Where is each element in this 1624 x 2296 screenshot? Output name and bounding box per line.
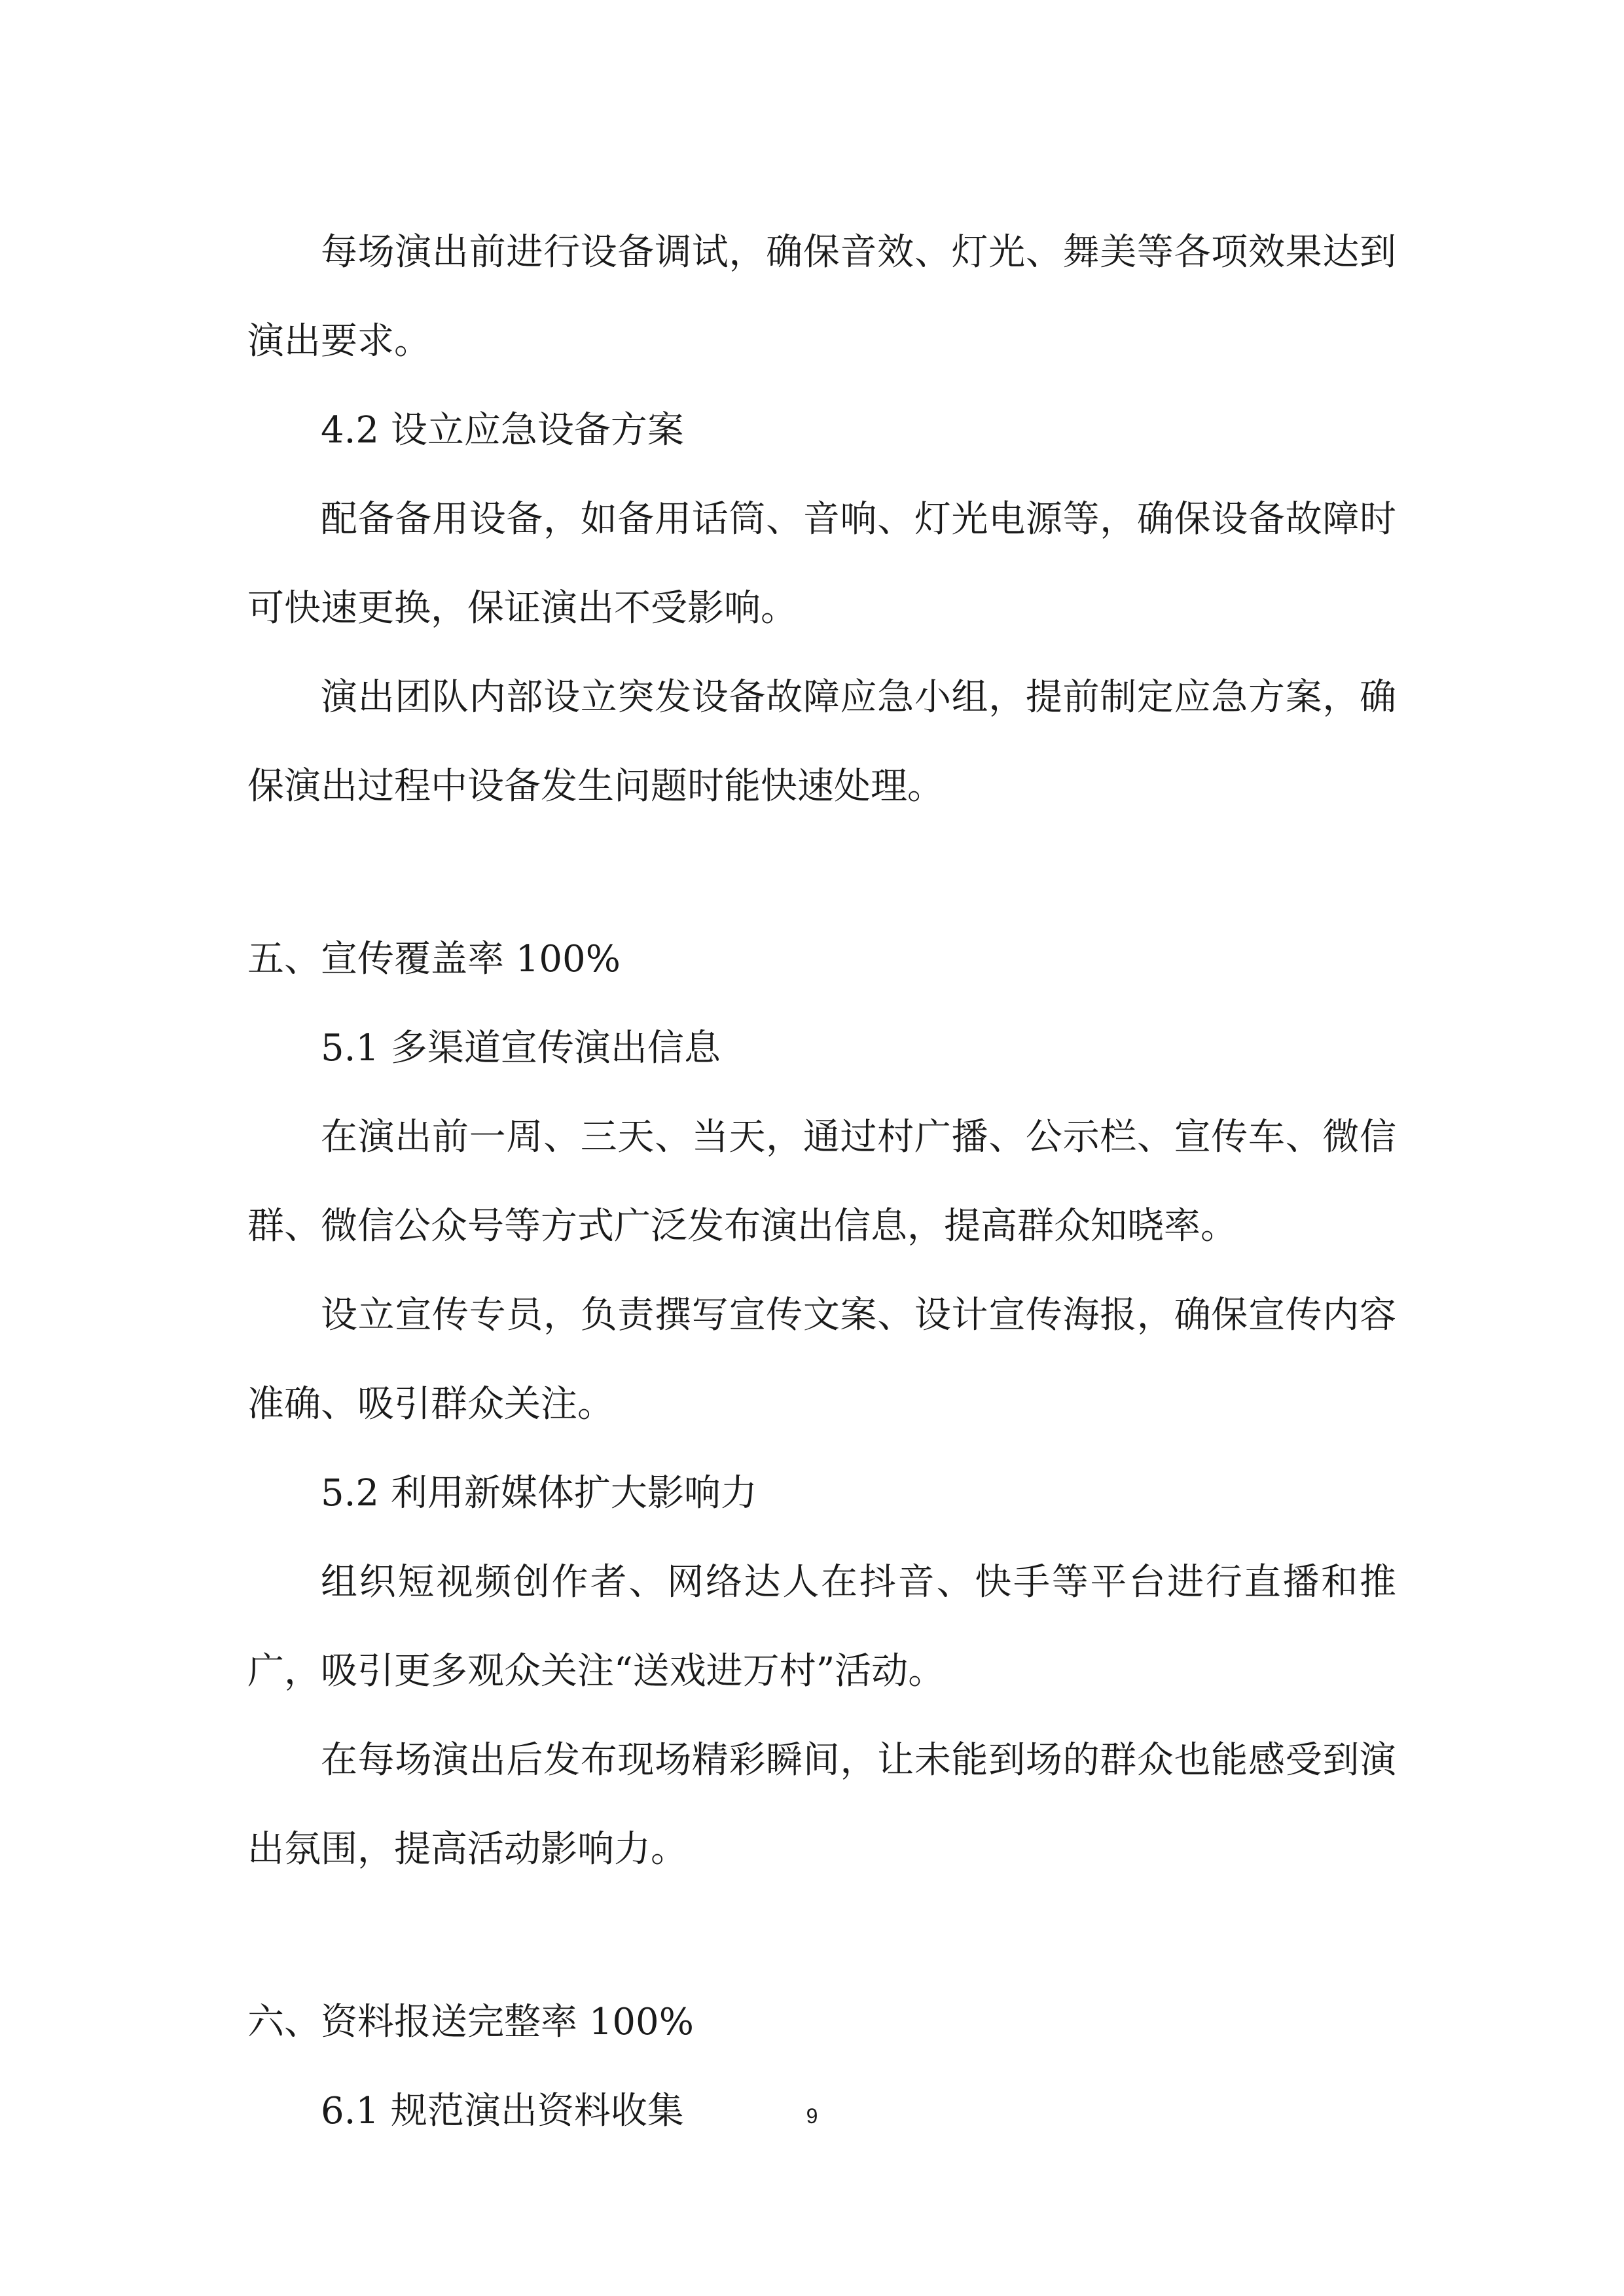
subheading-5-1: 5.1 多渠道宣传演出信息 [321,1027,721,1069]
paragraph-emergency-team: 演出团队内部设立突发设备故障应急小组，提前制定应急方案，确保演出过程中设备发生问题时能快速处理。 [247,676,1396,808]
paragraph-publicity-officer: 设立宣传专员，负责撰写宣传文案、设计宣传海报，确保宣传内容准确、吸引群众关注。 [247,1294,1396,1426]
document-body [247,208,1396,2156]
subheading-5-2: 5.2 利用新媒体扩大影响力 [321,1472,757,1515]
paragraph-backup-equipment: 配备备用设备，如备用话筒、音响、灯光电源等，确保设备故障时可快速更换，保证演出不受影响。 [247,498,1396,630]
subheading-6-1: 6.1 规范演出资料收集 [321,2090,684,2132]
paragraph-device-debugging: 每场演出前进行设备调试，确保音效、灯光、舞美等各项效果达到演出要求。 [247,231,1396,363]
paragraph-short-video: 组织短视频创作者、网络达人在抖音、快手等平台进行直播和推广，吸引更多观众关注“送戏进万村”活动。 [247,1561,1396,1693]
paragraph-highlights: 在每场演出后发布现场精彩瞬间，让未能到场的群众也能感受到演出氛围，提高活动影响力。 [247,1739,1396,1871]
section-heading-5: 五、宣传覆盖率 100% [247,938,621,980]
paragraph-multichannel-publicity: 在演出前一周、三天、当天，通过村广播、公示栏、宣传车、微信群、微信公众号等方式广泛发布演出信息，提高群众知晓率。 [247,1116,1396,1247]
page-number: 9 [806,2104,818,2128]
section-heading-6: 六、资料报送完整率 100% [247,2001,694,2043]
subheading-4-2: 4.2 设立应急设备方案 [321,409,684,452]
